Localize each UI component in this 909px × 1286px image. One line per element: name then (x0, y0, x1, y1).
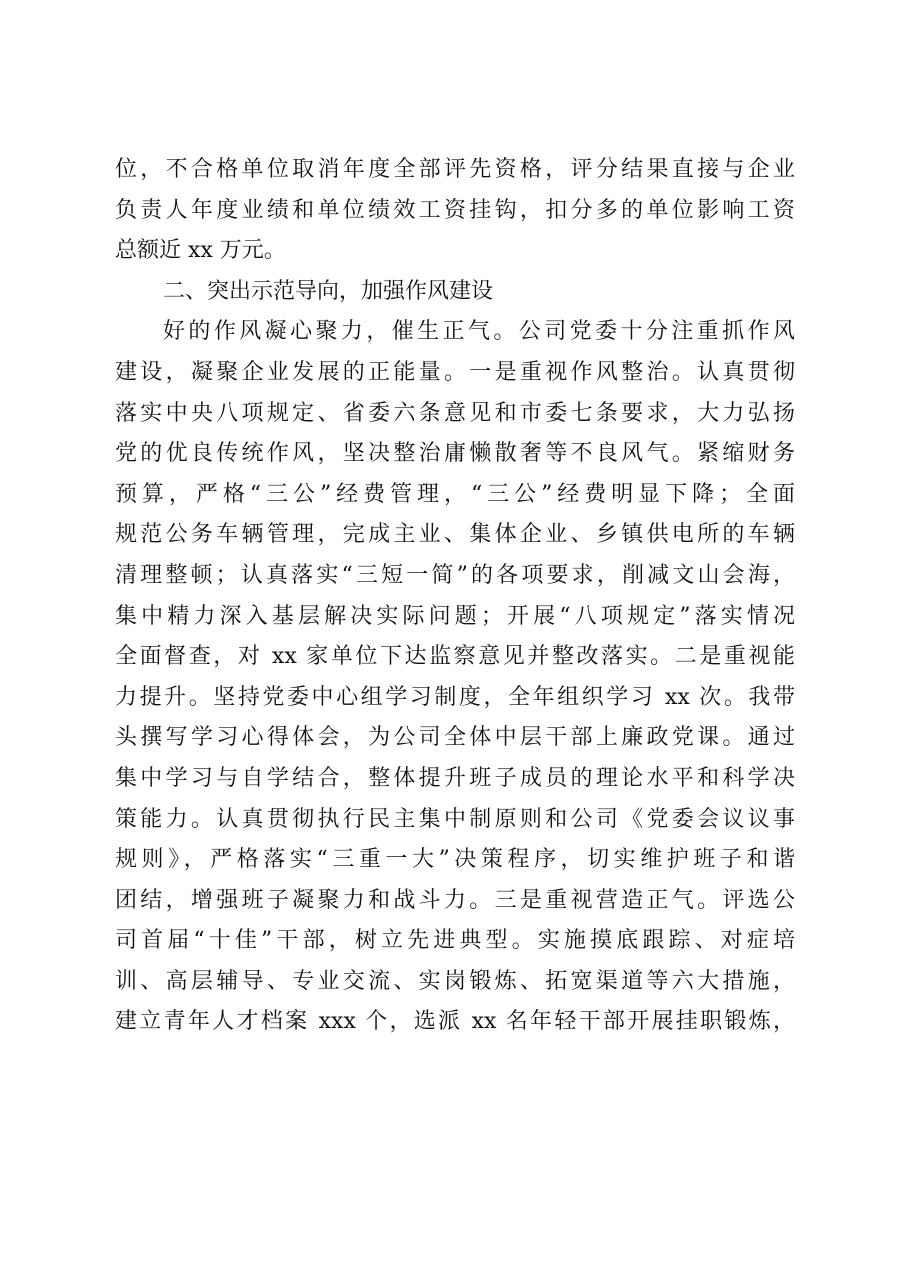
text-line: 位，不合格单位取消年度全部评先资格，评分结果直接与企业 (115, 157, 795, 182)
text-line: 总额近 xx 万元。 (115, 238, 286, 264)
text-line: 头撰写学习心得体会，为公司全体中层干部上廉政党课。通过 (115, 725, 795, 751)
text-line: 全面督查，对 xx 家单位下达监察意见并整改落实。二是重视能 (115, 644, 795, 670)
body-text (115, 150, 795, 1043)
text-line: 训、高层辅导、专业交流、实岗锻炼、拓宽渠道等六大措施， (115, 968, 795, 994)
text-line: 规范公务车辆管理，完成主业、集体企业、乡镇供电所的车辆 (115, 522, 795, 548)
text-line: 落实中央八项规定、省委六条意见和市委七条要求，大力弘扬 (115, 400, 795, 426)
text-line: 集中精力深入基层解决实际问题；开展“八项规定”落实情况 (115, 603, 795, 629)
text-line: 司首届“十佳”干部，树立先进典型。实施摸底跟踪、对症培 (115, 928, 795, 954)
text-line: 集中学习与自学结合，整体提升班子成员的理论水平和科学决 (115, 765, 795, 791)
text-line: 团结，增强班子凝聚力和战斗力。三是重视营造正气。评选公 (115, 887, 795, 913)
text-line: 预算，严格“三公”经费管理，“三公”经费明显下降；全面 (115, 481, 795, 507)
text-line: 清理整顿；认真落实“三短一简”的各项要求，削减文山会海， (115, 562, 795, 588)
text-line: 策能力。认真贯彻执行民主集中制原则和公司《党委会议议事 (115, 806, 795, 832)
section-heading: 二、突出示范导向，加强作风建设 (163, 278, 494, 304)
text-line: 好的作风凝心聚力，催生正气。公司党委十分注重抓作风 (163, 319, 795, 345)
text-line: 负责人年度业绩和单位绩效工资挂钩，扣分多的单位影响工资 (115, 197, 795, 223)
text-line: 党的优良传统作风，坚决整治庸懒散奢等不良风气。紧缩财务 (115, 441, 795, 467)
text-line: 力提升。坚持党委中心组学习制度，全年组织学习 xx 次。我带 (115, 684, 795, 710)
text-line: 规则》，严格落实“三重一大”决策程序，切实维护班子和谐 (115, 847, 795, 873)
text-line: 建设，凝聚企业发展的正能量。一是重视作风整治。认真贯彻 (115, 359, 795, 385)
text-line: 建立青年人才档案 xxx 个，选派 xx 名年轻干部开展挂职锻炼， (115, 1009, 795, 1035)
